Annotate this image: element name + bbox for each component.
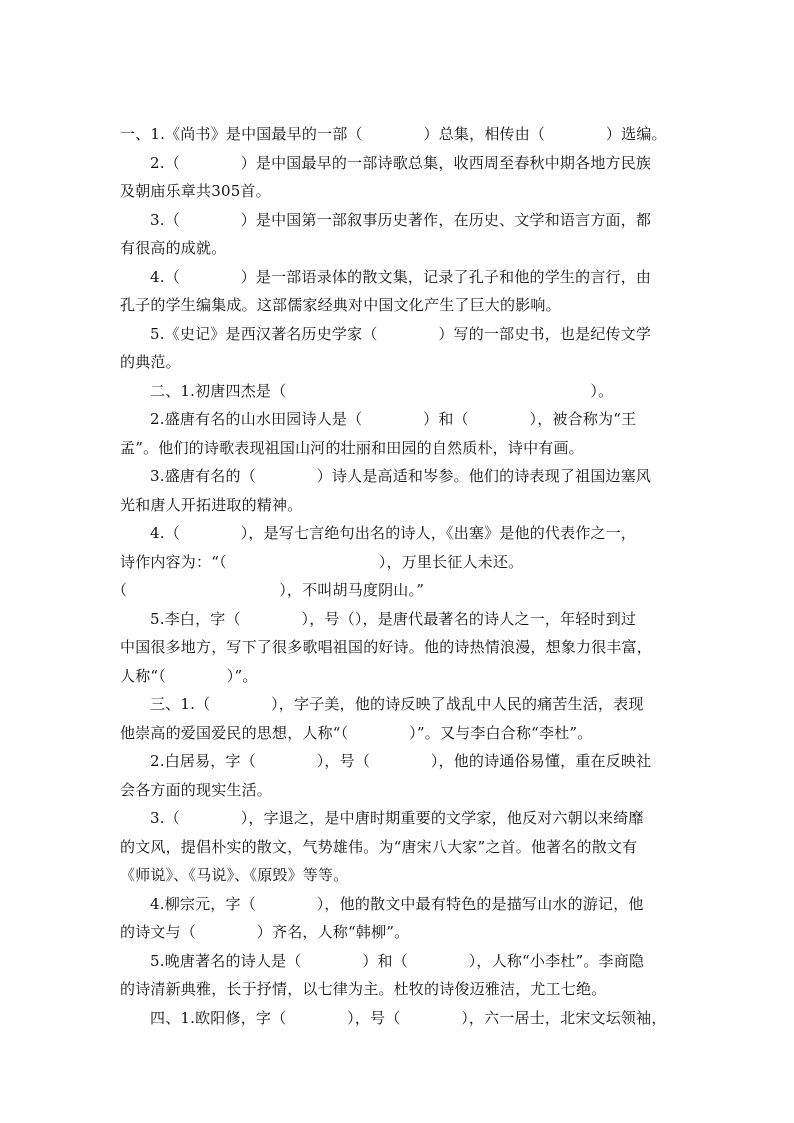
- text-line: 的典范。: [120, 353, 181, 371]
- text-line: 四、1.欧阳修，字（ ），号（ ），六一居士，北宋文坛领袖，: [150, 1008, 667, 1027]
- text-line: 的诗文与（ ）齐名，人称“韩柳”。: [120, 923, 410, 941]
- text-line: 5.《史记》是西汉著名历史学家（ ）写的一部史书，也是纪传文学: [150, 324, 652, 343]
- text-line: 会各方面的现实生活。: [120, 780, 273, 799]
- text-line: 他崇高的爱国爱民的思想，人称“（ ）”。又与李白合称“李杜”。: [120, 723, 593, 742]
- text-line: 孔子的学生编集成。这部儒家经典对中国文化产生了巨大的影响。: [120, 296, 561, 314]
- text-line: 2.白居易，字（ ），号（ ），他的诗通俗易懂，重在反映社: [150, 752, 652, 770]
- text-line: 诗作内容为：“（ ），万里长征人未还。: [120, 552, 524, 571]
- text-line: 光和唐人开拓进取的精神。: [120, 495, 303, 514]
- text-line: 的诗清新典雅，长于抒情，以七律为主。杜牧的诗俊迈雅洁，尤工七绝。: [120, 980, 607, 998]
- text-line: 《师说》、《马说》、《原毁》等等。: [120, 866, 349, 884]
- text-line: 4.（ ）是一部语录体的散文集，记录了孔子和他的学生的言行，由: [150, 267, 652, 286]
- text-line: 人称“（ ）”。: [120, 666, 258, 685]
- text-line: 孟”。他们的诗歌表现祖国山河的壮丽和田园的自然质朴，诗中有画。: [120, 438, 584, 457]
- text-line: 3.（ ），字退之，是中唐时期重要的文学家，他反对六朝以来绮靡: [150, 809, 644, 827]
- text-line: 2.盛唐有名的山水田园诗人是（ ）和（ ），被合称为“王: [150, 410, 637, 428]
- text-line: 及朝庙乐章共305首。: [120, 182, 271, 200]
- text-line: 4.柳宗元，字（ ），他的散文中最有特色的是描写山水的游记，他: [150, 894, 644, 913]
- text-line: 3.盛唐有名的（ ）诗人是高适和岑参。他们的诗表现了祖国边塞风: [150, 467, 652, 485]
- text-line: 一、1.《尚书》是中国最早的一部（ ）总集，相传由（ ）选编。: [120, 125, 667, 143]
- document-body: [112, 120, 680, 1032]
- text-line: 3.（ ）是中国第一部叙事历史著作，在历史、文学和语言方面，都: [150, 210, 652, 229]
- text-line: 中国很多地方，写下了很多歌唱祖国的好诗。他的诗热情浪漫，想象力很丰富，: [120, 638, 653, 656]
- text-line: 2.（ ）是中国最早的一部诗歌总集，收西周至春秋中期各地方民族: [150, 153, 652, 172]
- text-line: （ ），不叫胡马度阴山。”: [112, 581, 425, 599]
- text-line: 4.（ ），是写七言绝句出名的诗人，《出塞》是他的代表作之一，: [150, 524, 637, 542]
- text-line: 5.晚唐著名的诗人是（ ）和（ ），人称“小李杜”。李商隐: [150, 951, 645, 970]
- text-line: 5.李白，字（ ），号（），是唐代最著名的诗人之一，年轻时到过: [150, 609, 637, 628]
- text-line: 有很高的成就。: [120, 239, 227, 257]
- text-line: 二、1.初唐四杰是（ ）。: [150, 381, 614, 400]
- text-line: 的文风，提倡朴实的散文，气势雄伟。为“唐宋八大家”之首。他著名的散文有: [120, 837, 638, 856]
- text-line: 三、1.（ ），字子美，他的诗反映了战乱中人民的痛苦生活，表现: [150, 695, 644, 713]
